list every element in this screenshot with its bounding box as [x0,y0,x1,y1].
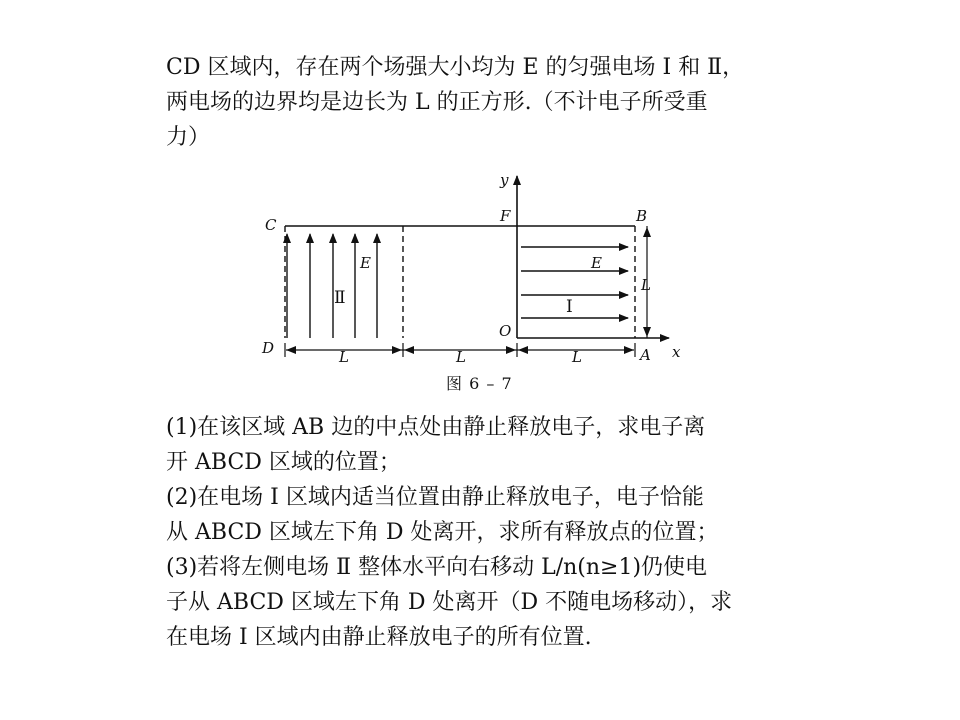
label-F: F [500,207,511,225]
label-C: C [265,216,277,234]
label-L-bottom-3: L [572,348,582,366]
dimension-arrowhead [506,346,516,354]
label-E-left: E [360,254,371,272]
label-x: x [672,343,681,361]
label-roman-I: Ⅰ [566,297,573,317]
label-L-right: L [641,276,651,294]
dimension-arrowhead [643,227,651,237]
text-line: (1)在该区域 AB 边的中点处由静止释放电子，求电子离 [166,415,706,440]
label-D: D [262,339,275,357]
dimension-arrowhead [286,346,296,354]
text-line: (3)若将左侧电场 Ⅱ 整体水平向右移动 L/n(n≥1)仍使电 [166,555,708,580]
label-O: O [499,322,512,340]
questions-paragraph [166,410,806,655]
text-line: 开 ABCD 区域的位置； [166,450,401,475]
dimension-arrowhead [404,346,414,354]
text-line: (2)在电场 Ⅰ 区域内适当位置由静止释放电子，电子恰能 [166,485,704,510]
label-y: y [500,171,509,189]
label-L-bottom-1: L [339,348,349,366]
label-roman-II: Ⅱ [334,288,346,308]
figure-caption: 图 6 – 7 [446,374,513,393]
dimension-arrowhead [392,346,402,354]
dimension-arrowhead [518,346,528,354]
field-I-arrows [521,247,628,318]
dimension-arrowhead [624,346,634,354]
text-line: 从 ABCD 区域左下角 D 处离开，求所有释放点的位置； [166,520,719,545]
text-line: CD 区域内，存在两个场强大小均为 E 的匀强电场 Ⅰ 和 Ⅱ， [166,55,745,80]
label-L-bottom-2: L [456,348,466,366]
label-B: B [636,207,648,225]
text-line: 两电场的边界均是边长为 L 的正方形.（不计电子所受重 [166,90,708,115]
label-A: A [640,346,651,364]
text-line: 力） [166,125,211,150]
field-II-arrows [287,234,377,338]
text-line: 在电场 Ⅰ 区域内由静止释放电子的所有位置. [166,625,592,650]
text-line: 子从 ABCD 区域左下角 D 处离开（D 不随电场移动），求 [166,590,733,615]
dimension-arrowhead [643,327,651,337]
label-E-right: E [591,254,602,272]
